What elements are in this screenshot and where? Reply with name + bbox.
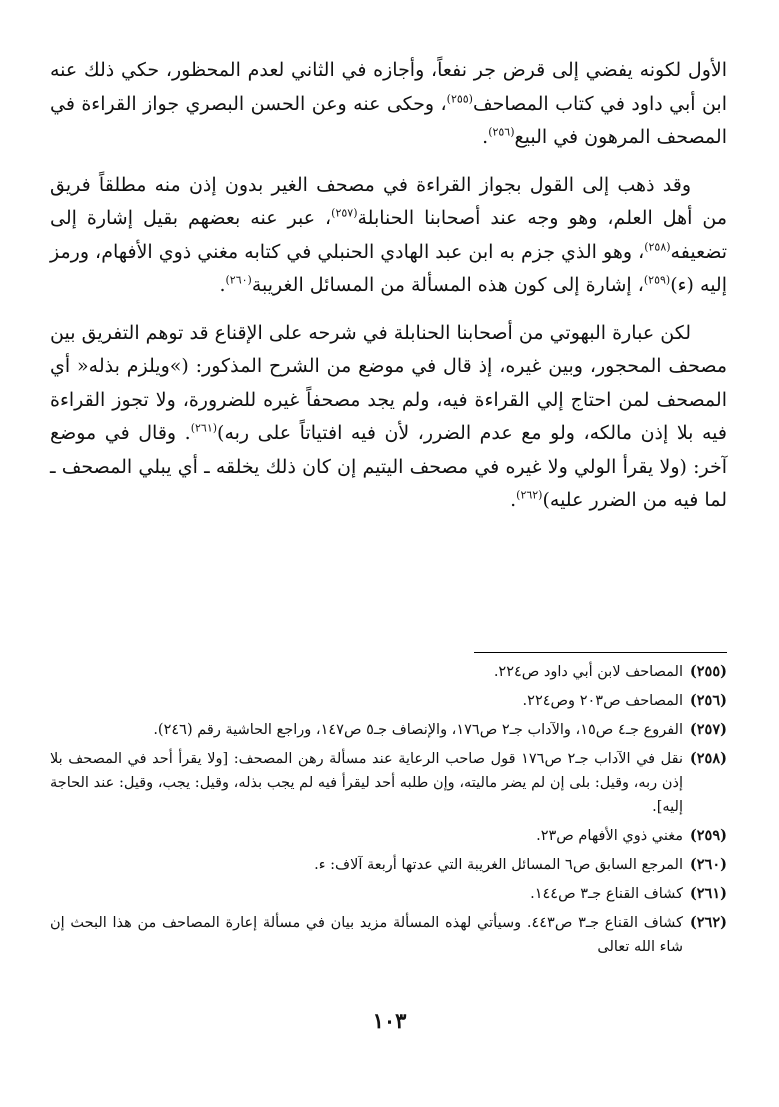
footnote-text: المصاحف لابن أبي داود ص٢٢٤. [493, 664, 683, 680]
footnote [50, 911, 727, 959]
text-run: . [482, 126, 489, 148]
footnote-ref: (٢٥٥) [446, 92, 473, 106]
paragraph [50, 169, 727, 303]
text-run: الأول لكونه يفضي إلى قرض جر نفعاً، وأجازه في الثاني لعدم المحظور، حكي ذلك عنه ابن أبي داود في كتاب المصاحف [50, 59, 727, 115]
text-run: وقد ذهب إلى القول بجواز القراءة في مصحف الغير بدون إذن منه مطلقاً فريق من أهل العلم، وهو وجه عند أصحابنا الحنابلة [50, 173, 728, 229]
footnote-text: نقل في الآداب جـ٢ ص١٧٦ قول صاحب الرعاية عند مسألة رهن المصحف: [ولا يقرأ أحد في المصحف بلا إذن ربه، وقيل: بلى إن لم يضر ماليته، وإن طلبه أحد ليقرأ فيه لم يجب بذله، وقيل: يجب، وقيل: عند الحاجة إليه]. [50, 751, 684, 815]
body-text [50, 54, 727, 532]
footnote-ref: (٢٦٢) [516, 488, 543, 502]
text-run: . وقال في موضع آخر: (ولا يقرأ الولي ولا غيره في مصحف اليتيم إن كان ذلك يخلقه ـ أي يبلي المصحف ـ لما فيه من الضرر عليه) [50, 422, 727, 511]
text-run: ، عبر عنه بعضهم بقيل إشارة إلى تضعيفه [50, 207, 727, 263]
footnote-text: مغني ذوي الأفهام ص٢٣. [536, 828, 683, 844]
page-number: ١٠٣ [372, 1008, 407, 1033]
footnote-number: (٢٥٩) [689, 827, 727, 844]
footnote [50, 660, 727, 684]
footnote-number: (٢٥٥) [689, 663, 727, 680]
footnote-number: (٢٦٠) [689, 856, 727, 873]
footnote-text: الفروع جـ٤ ص١٥، والآداب جـ٢ ص١٧٦، والإنصاف جـ٥ ص١٤٧، وراجع الحاشية رقم (٢٤٦). [153, 722, 683, 738]
footnote-number: (٢٦١) [689, 885, 727, 902]
text-run: لكن عبارة البهوتي من أصحابنا الحنابلة في شرحه على الإقناع قد توهم التفريق بين مصحف المحجور، وبين غيره، إذ قال في موضع من الشرح المذكور: (»ويلزم بذله« أي المصحف لمن احتاج إلي القراءة فيه، ولم يجد مصحفاً غيره للضرورة، ولا تجوز القراءة فيه بلا إذن مالكه، ولو مع عدم الضرر، لأن فيه افتياتاً على ربه) [50, 321, 727, 444]
paragraph [50, 317, 727, 518]
footnote [50, 689, 727, 713]
footnote-number: (٢٥٧) [689, 721, 727, 738]
footnote [50, 824, 727, 848]
footnote-number: (٢٥٦) [689, 692, 727, 709]
text-run: ، وحكى عنه وعن الحسن البصري جواز القراءة في المصحف المرهون في البيع [50, 92, 727, 148]
footnote-number: (٢٦٢) [689, 914, 727, 931]
text-run: . [219, 274, 226, 296]
footnote [50, 853, 727, 877]
footnote-text: المصاحف ص٢٠٣ وص٢٢٤. [522, 693, 683, 709]
footnote-text: كشاف القناع جـ٣ ص٤٤٣. وسيأتي لهذه المسألة مزيد بيان في مسألة إعارة المصاحف من هذا البحث إن شاء الله تعالى [50, 915, 683, 955]
text-run: . [510, 489, 517, 511]
footnote [50, 882, 727, 906]
footnote [50, 747, 727, 819]
footnote-text: المرجع السابق ص٦ المسائل الغريبة التي عدتها أربعة آلاف: ء. [314, 857, 683, 873]
footnote-ref: (٢٥٩) [643, 273, 671, 287]
footnote-ref: (٢٥٨) [644, 240, 671, 254]
footnote-number: (٢٥٨) [689, 750, 728, 767]
text-run: ، وهو الذي جزم به ابن عبد الهادي الحنبلي في كتابه مغني ذوي الأفهام، ورمز إليه (ء) [50, 240, 727, 296]
footnotes [50, 660, 727, 964]
paragraph [50, 54, 727, 155]
text-run: ، إشارة إلى كون هذه المسألة من المسائل الغريبة [251, 274, 644, 296]
footnote-text: كشاف القناع جـ٣ ص١٤٤. [530, 886, 683, 902]
footnote-separator [474, 652, 727, 653]
footnote-ref: (٢٥٦) [488, 125, 515, 139]
footnote [50, 718, 727, 742]
footnote-ref: (٢٦١) [190, 421, 218, 435]
footnote-ref: (٢٥٧) [331, 206, 358, 220]
footnote-ref: (٢٦٠) [225, 273, 252, 287]
